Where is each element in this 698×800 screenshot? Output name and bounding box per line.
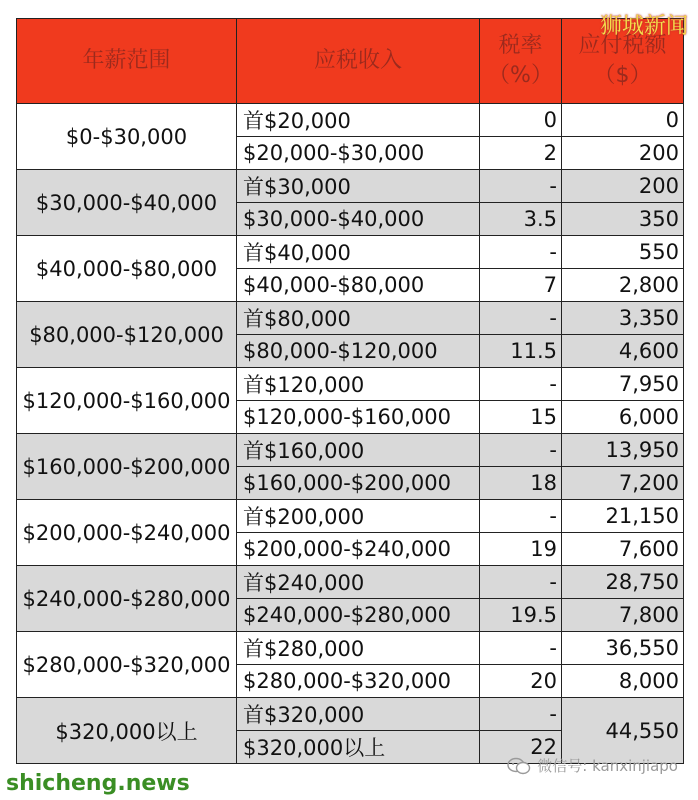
salary-range-cell: $320,000以上 (17, 698, 237, 764)
tax-rate-cell: 19 (480, 533, 562, 566)
tax-rate-cell: - (480, 632, 562, 665)
salary-range-cell: $160,000-$200,000 (17, 434, 237, 500)
tax-rate-cell: - (480, 368, 562, 401)
salary-range-cell: $40,000-$80,000 (17, 236, 237, 302)
table-row (17, 698, 684, 731)
header-rate: 税率 （%） (480, 19, 562, 104)
taxable-income-cell: 首$200,000 (237, 500, 480, 533)
header-row (17, 19, 684, 104)
table-row (17, 500, 684, 533)
tax-payable-cell: 7,200 (562, 467, 684, 500)
table-row (17, 566, 684, 599)
tax-rate-cell: 11.5 (480, 335, 562, 368)
tax-payable-cell: 550 (562, 236, 684, 269)
taxable-income-cell: 首$280,000 (237, 632, 480, 665)
tax-rate-cell: 18 (480, 467, 562, 500)
tax-rate-cell: - (480, 236, 562, 269)
taxable-income-cell: 首$120,000 (237, 368, 480, 401)
tax-payable-cell: 4,600 (562, 335, 684, 368)
taxable-income-cell: 首$160,000 (237, 434, 480, 467)
taxable-income-cell: 首$40,000 (237, 236, 480, 269)
tax-rate-cell: 22 (480, 731, 562, 764)
tax-payable-cell: 0 (562, 104, 684, 137)
header-tax: 应付税额 （$） (562, 19, 684, 104)
table-row (17, 434, 684, 467)
tax-rate-cell: 7 (480, 269, 562, 302)
salary-range-cell: $240,000-$280,000 (17, 566, 237, 632)
table-body (17, 104, 684, 764)
tax-payable-cell: 44,550 (562, 698, 684, 764)
tax-payable-cell: 2,800 (562, 269, 684, 302)
salary-range-cell: $280,000-$320,000 (17, 632, 237, 698)
taxable-income-cell: $160,000-$200,000 (237, 467, 480, 500)
table-row (17, 302, 684, 335)
taxable-income-cell: $120,000-$160,000 (237, 401, 480, 434)
wechat-icon (507, 757, 531, 775)
salary-range-cell: $80,000-$120,000 (17, 302, 237, 368)
taxable-income-cell: 首$240,000 (237, 566, 480, 599)
tax-rate-cell: - (480, 500, 562, 533)
taxable-income-cell: $280,000-$320,000 (237, 665, 480, 698)
tax-payable-cell: 8,000 (562, 665, 684, 698)
tax-rate-cell: - (480, 698, 562, 731)
header-range: 年薪范围 (17, 19, 237, 104)
taxable-income-cell: $30,000-$40,000 (237, 203, 480, 236)
wechat-watermark (507, 755, 678, 776)
tax-rate-cell: - (480, 434, 562, 467)
tax-payable-cell: 13,950 (562, 434, 684, 467)
tax-rate-cell: - (480, 566, 562, 599)
tax-rate-cell: 15 (480, 401, 562, 434)
tax-table (16, 18, 684, 764)
tax-payable-cell: 21,150 (562, 500, 684, 533)
tax-payable-cell: 200 (562, 170, 684, 203)
salary-range-cell: $120,000-$160,000 (17, 368, 237, 434)
taxable-income-cell: $20,000-$30,000 (237, 137, 480, 170)
tax-payable-cell: 200 (562, 137, 684, 170)
salary-range-cell: $200,000-$240,000 (17, 500, 237, 566)
taxable-income-cell: 首$80,000 (237, 302, 480, 335)
site-watermark: shicheng.news (6, 771, 190, 796)
tax-rate-cell: 20 (480, 665, 562, 698)
tax-rate-cell: - (480, 302, 562, 335)
tax-payable-cell: 7,800 (562, 599, 684, 632)
taxable-income-cell: 首$320,000 (237, 698, 480, 731)
salary-range-cell: $30,000-$40,000 (17, 170, 237, 236)
table-row (17, 632, 684, 665)
taxable-income-cell: $320,000以上 (237, 731, 480, 764)
taxable-income-cell: $240,000-$280,000 (237, 599, 480, 632)
salary-range-cell: $0-$30,000 (17, 104, 237, 170)
tax-payable-cell: 3,350 (562, 302, 684, 335)
table-row (17, 236, 684, 269)
tax-payable-cell: 350 (562, 203, 684, 236)
tax-rate-cell: 19.5 (480, 599, 562, 632)
tax-payable-cell: 36,550 (562, 632, 684, 665)
tax-rate-cell: 3.5 (480, 203, 562, 236)
corner-watermark: 狮城新闻 (599, 14, 688, 39)
tax-payable-cell: 7,950 (562, 368, 684, 401)
taxable-income-cell: 首$20,000 (237, 104, 480, 137)
tax-payable-cell: 6,000 (562, 401, 684, 434)
tax-payable-cell: 28,750 (562, 566, 684, 599)
wechat-id: 微信号: kanxinjiapo (537, 757, 678, 775)
taxable-income-cell: $80,000-$120,000 (237, 335, 480, 368)
header-income: 应税收入 (237, 19, 480, 104)
taxable-income-cell: $40,000-$80,000 (237, 269, 480, 302)
table-row (17, 104, 684, 137)
tax-rate-cell: 2 (480, 137, 562, 170)
tax-rate-cell: 0 (480, 104, 562, 137)
taxable-income-cell: 首$30,000 (237, 170, 480, 203)
tax-rate-cell: - (480, 170, 562, 203)
table-row (17, 368, 684, 401)
table-row (17, 170, 684, 203)
tax-payable-cell: 7,600 (562, 533, 684, 566)
taxable-income-cell: $200,000-$240,000 (237, 533, 480, 566)
